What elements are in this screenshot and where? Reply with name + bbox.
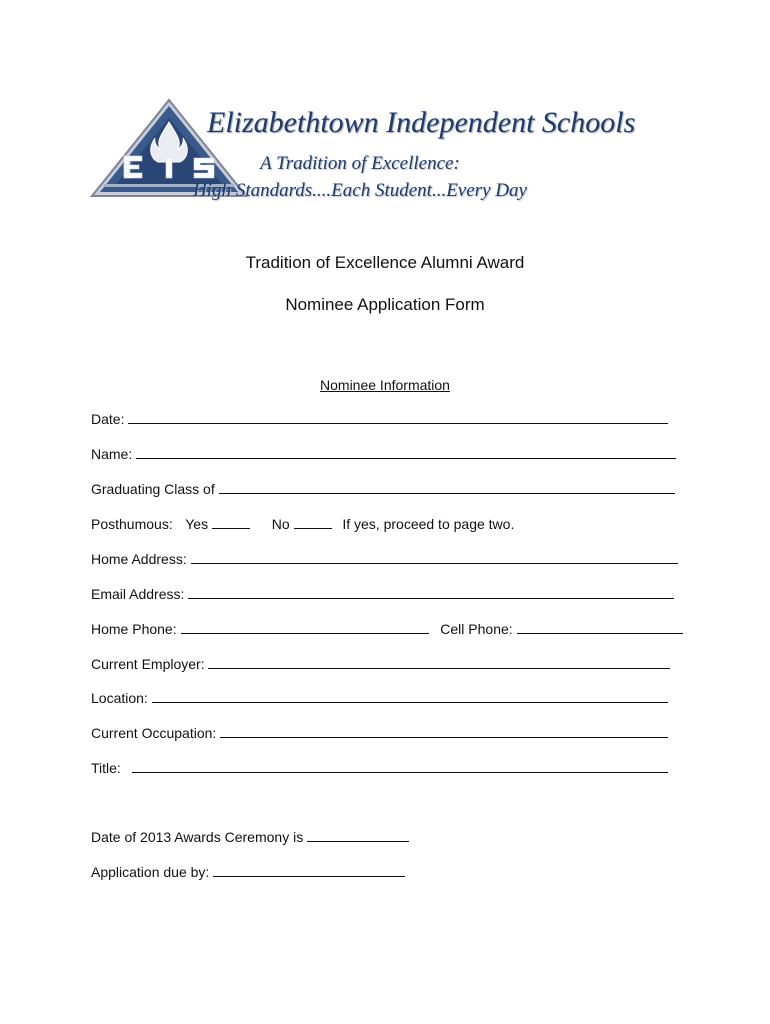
ceremony-date-input[interactable]	[307, 829, 409, 842]
job-title-label: Title:	[91, 760, 121, 776]
name-label: Name:	[91, 446, 133, 462]
location-label: Location:	[91, 690, 148, 706]
job-title-input[interactable]	[132, 760, 668, 773]
occupation-input[interactable]	[220, 725, 668, 738]
date-input[interactable]	[128, 411, 668, 424]
employer-label: Current Employer:	[91, 656, 205, 672]
ceremony-date-label: Date of 2013 Awards Ceremony is	[91, 829, 304, 845]
section-heading: Nominee Information	[320, 377, 450, 393]
posthumous-yes-label: Yes	[185, 516, 209, 532]
graduating-class-field	[91, 481, 675, 497]
employer-field	[91, 656, 670, 672]
home-address-field	[91, 551, 678, 567]
posthumous-yes-input[interactable]	[212, 516, 250, 529]
cell-phone-input[interactable]	[517, 621, 683, 634]
date-label: Date:	[91, 411, 125, 427]
employer-input[interactable]	[208, 656, 670, 669]
application-due-label: Application due by:	[91, 864, 210, 880]
graduating-class-input[interactable]	[219, 481, 675, 494]
ceremony-date-field	[91, 829, 409, 845]
home-phone-input[interactable]	[181, 621, 429, 634]
job-title-field	[91, 760, 668, 776]
posthumous-no-input[interactable]	[294, 516, 332, 529]
motto-line-2: High Standards....Each Student...Every Day	[193, 180, 527, 201]
home-address-label: Home Address:	[91, 551, 187, 567]
document-title: Tradition of Excellence Alumni Award	[245, 253, 525, 272]
posthumous-note: If yes, proceed to page two.	[342, 516, 515, 532]
school-name: Elizabethtown Independent Schools	[207, 106, 636, 139]
posthumous-no-label: No	[271, 516, 290, 532]
location-field	[91, 690, 668, 706]
name-input[interactable]	[136, 446, 676, 459]
document-subtitle: Nominee Application Form	[285, 295, 485, 314]
date-field	[91, 411, 668, 427]
application-due-input[interactable]	[213, 864, 405, 877]
occupation-label: Current Occupation:	[91, 725, 217, 741]
email-label: Email Address:	[91, 586, 185, 602]
email-field	[91, 586, 674, 602]
school-motto	[55, 150, 665, 204]
location-input[interactable]	[152, 690, 668, 703]
motto-line-1: A Tradition of Excellence:	[260, 153, 460, 174]
posthumous-label: Posthumous:	[91, 516, 173, 532]
home-address-input[interactable]	[191, 551, 678, 564]
posthumous-field	[91, 516, 514, 532]
home-phone-label: Home Phone:	[91, 621, 177, 637]
name-field	[91, 446, 676, 462]
cell-phone-label: Cell Phone:	[440, 621, 513, 637]
email-input[interactable]	[188, 586, 674, 599]
application-due-field	[91, 864, 405, 880]
occupation-field	[91, 725, 668, 741]
phone-field	[91, 621, 683, 637]
graduating-class-label: Graduating Class of	[91, 481, 215, 497]
